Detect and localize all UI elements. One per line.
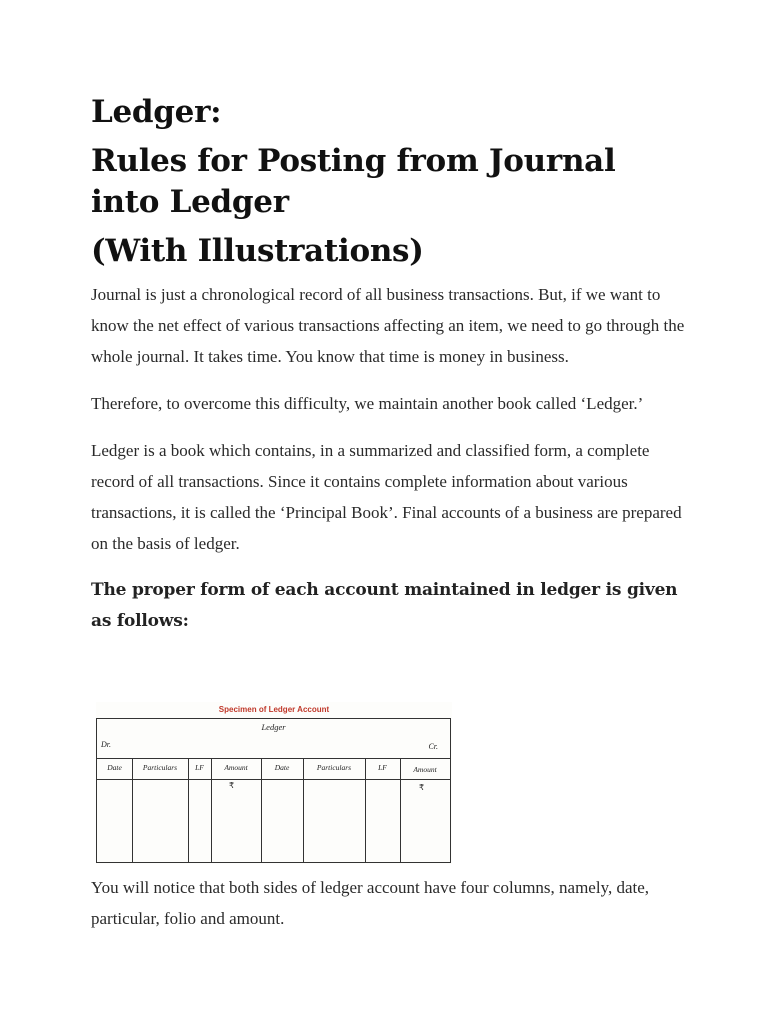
rupee-symbol: ₹ [229, 781, 235, 790]
credit-label: Cr. [428, 742, 438, 751]
column-header: Particulars [316, 763, 352, 772]
column-header: Amount [413, 765, 437, 774]
specimen-caption: Specimen of Ledger Account [218, 705, 330, 714]
column-header: Amount [224, 763, 248, 772]
article [91, 92, 691, 637]
title-line-3: into Ledger [91, 184, 289, 220]
column-header: Date [274, 763, 290, 772]
column-divider [211, 758, 212, 862]
paragraph-proper-form: The proper form of each account maintained in ledger is given as follows: [91, 580, 678, 631]
ledger-table [96, 718, 451, 863]
column-divider [261, 758, 262, 862]
page-title [91, 92, 691, 272]
title-line-1: Ledger: [91, 94, 222, 130]
paragraph-difficulty: Therefore, to overcome this difficulty, we maintain another book called ‘Ledger.’ [91, 394, 644, 413]
column-header: LF [195, 763, 204, 772]
rupee-symbol: ₹ [419, 783, 425, 792]
debit-label: Dr. [101, 740, 112, 749]
title-line-4: (With Illustrations) [91, 233, 424, 269]
column-header: Particulars [142, 763, 178, 772]
column-header: LF [378, 763, 387, 772]
ledger-specimen-image [96, 702, 452, 864]
column-divider [365, 758, 366, 862]
header-bottom-rule [97, 779, 450, 780]
paragraph-ledger-definition: Ledger is a book which contains, in a summarized and classified form, a complete record of all transactions. Since it contains complete information about various transactions, it is called the ‘Principal Book’. Final accounts of a business are prepared on the basis of ledger. [91, 441, 682, 553]
column-divider [188, 758, 189, 862]
column-divider [303, 758, 304, 862]
paragraph-four-columns: You will notice that both sides of ledger account have four columns, namely, date, particular, folio and amount. [91, 878, 650, 928]
column-header: Date [107, 763, 122, 772]
paragraph-journal: Journal is just a chronological record of all business transactions. But, if we want to know the net effect of various transactions affecting an item, we need to go through the whole journal. It takes time. You know that time is money in business. [91, 285, 685, 366]
header-top-rule [97, 758, 450, 759]
column-divider [132, 758, 133, 862]
ledger-table-title: Ledger [261, 722, 286, 732]
title-line-2: Rules for Posting from Journal [91, 143, 616, 179]
